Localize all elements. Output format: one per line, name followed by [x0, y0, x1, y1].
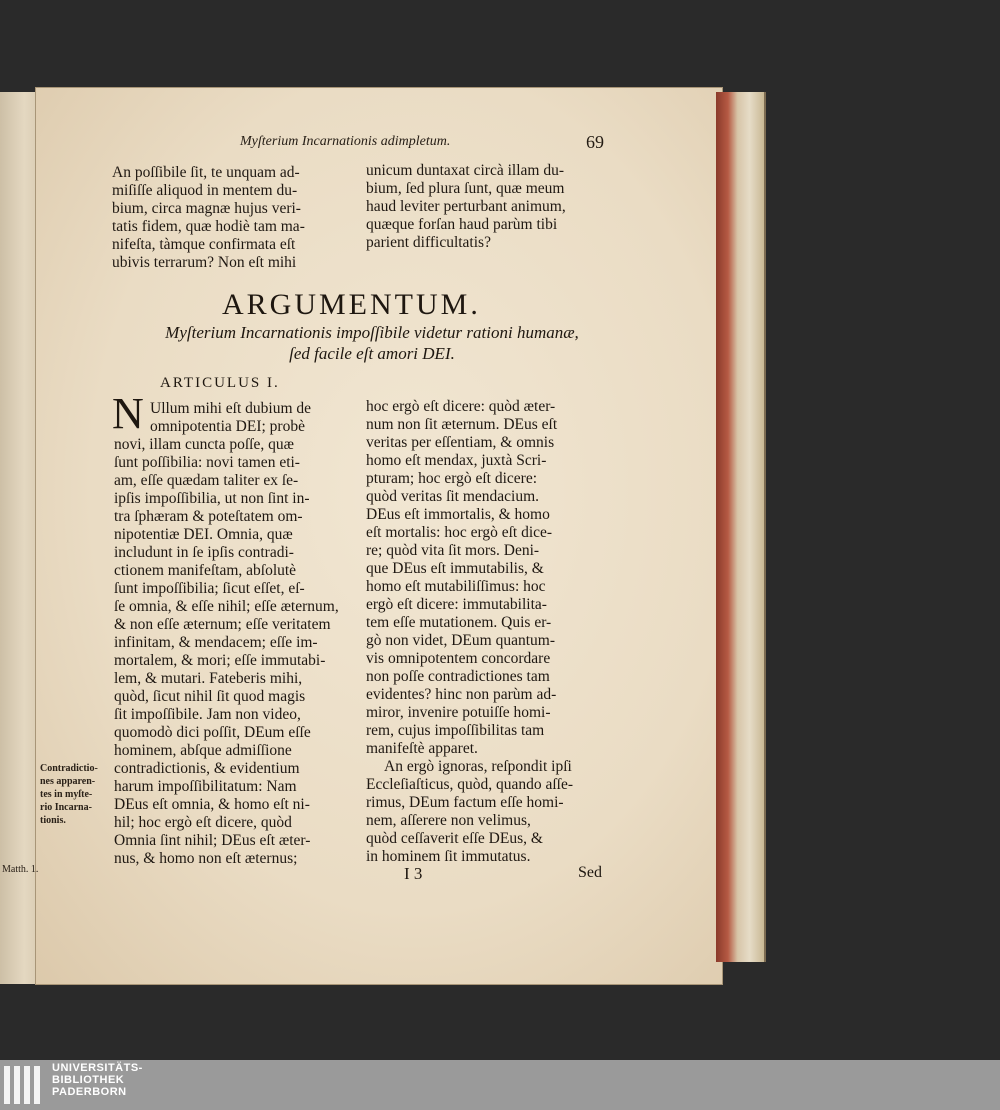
running-title: Myſterium Incarnationis adimpletum.	[240, 134, 451, 149]
text-line: veritas per eſſentiam, & omnis	[366, 434, 555, 451]
text-line: vis omnipotentem concordare	[366, 650, 551, 667]
library-logo-icon	[4, 1066, 44, 1109]
text-line: novi, illam cuncta poſſe, quæ	[114, 436, 294, 453]
margin-note-line: tionis.	[40, 815, 66, 826]
drop-cap: N	[112, 389, 144, 438]
signature-mark: I 3	[404, 864, 423, 883]
text-line: unicum duntaxat circà illam du-	[366, 162, 564, 179]
text-line: ſit impoſſibile. Jam non video,	[114, 706, 301, 723]
page-fore-edge	[716, 92, 766, 962]
text-line: que DEus eſt immutabilis, &	[366, 560, 544, 577]
text-line: tra ſphæram & poteſtatem om-	[114, 508, 303, 525]
text-line: infinitam, & mendacem; eſſe im-	[114, 634, 318, 651]
text-line: miſiſſe aliquod in mentem du-	[112, 182, 298, 199]
text-line: hominem, abſque admiſſione	[114, 742, 292, 759]
page-number: 69	[586, 132, 604, 152]
text-line: homo eſt mendax, juxtà Scri-	[366, 452, 547, 469]
section-title: ARGUMENTUM.	[222, 288, 481, 321]
text-line: harum impoſſibilitatum: Nam	[114, 778, 297, 795]
text-line: DEus eſt immortalis, & homo	[366, 506, 550, 523]
text-line: quæque forſan haud parùm tibi	[366, 216, 558, 233]
margin-note	[40, 762, 106, 827]
text-line: nus, & homo non eſt æternus;	[114, 850, 298, 867]
text-line: parient difficultatis?	[366, 234, 491, 251]
library-logo-text	[52, 1062, 143, 1098]
text-line: evidentes? hinc non parùm ad-	[366, 686, 557, 703]
text-line: num non ſit æternum. DEus eſt	[366, 416, 558, 433]
top-right-column	[366, 162, 611, 252]
text-line: quomodò dici poſſit, DEum eſſe	[114, 724, 311, 741]
subtitle-line: Myſterium Incarnationis impoſſibile videtur rationi humanæ,	[165, 323, 579, 342]
text-line: ubivis terrarum? Non eſt mihi	[112, 254, 297, 271]
text-line: quòd ceſſaverit eſſe DEus, &	[366, 830, 543, 847]
subtitle-line: ſed facile eſt amori DEI.	[289, 344, 455, 363]
text-line: hoc ergò eſt dicere: quòd æter-	[366, 398, 556, 415]
catchword: Sed	[578, 864, 602, 881]
text-line: Ullum mihi eſt dubium de	[150, 400, 312, 417]
logo-line: BIBLIOTHEK	[52, 1074, 125, 1086]
text-line: hil; hoc ergò eſt dicere, quòd	[114, 814, 292, 831]
text-line: nifeſta, tàmque confirmata eſt	[112, 236, 296, 253]
text-line: rem, cujus impoſſibilitas tam	[366, 722, 545, 739]
text-line: tem eſſe mutationem. Quis er-	[366, 614, 552, 631]
footer-bar	[0, 1060, 1000, 1110]
text-line: manifeſtè apparet.	[366, 740, 478, 757]
text-line: miror, invenire potuiſſe homi-	[366, 704, 551, 721]
text-line: non poſſe contradictiones tam	[366, 668, 550, 685]
text-line: nem, aſſerere non velimus,	[366, 812, 531, 829]
logo-line: PADERBORN	[52, 1086, 127, 1098]
text-line: quòd veritas ſit mendacium.	[366, 488, 540, 505]
main-left-column	[114, 400, 354, 868]
margin-note-line: rio Incarna-	[40, 802, 92, 813]
top-left-column	[112, 164, 352, 272]
text-line: pturam; hoc ergò eſt dicere:	[366, 470, 538, 487]
margin-note-line: Contradictio-	[40, 763, 98, 774]
text-line: contradictionis, & evidentium	[114, 760, 300, 777]
text-line: nipotentiæ DEI. Omnia, quæ	[114, 526, 293, 543]
margin-reference: Matth. 1.	[2, 864, 39, 875]
margin-note-line: tes in myſte-	[40, 789, 93, 800]
text-line: DEus eſt omnia, & homo eſt ni-	[114, 796, 310, 813]
text-line: mortalem, & mori; eſſe immutabi-	[114, 652, 326, 669]
text-line: omnipotentia DEI; probè	[150, 418, 305, 435]
text-line: An ergò ignoras, reſpondit ipſi	[384, 758, 572, 775]
text-line: Omnia ſint nihil; DEus eſt æter-	[114, 832, 311, 849]
margin-note-line: nes apparen-	[40, 776, 96, 787]
text-line: rimus, DEum factum eſſe homi-	[366, 794, 564, 811]
text-line: quòd, ſicut nihil ſit quod magis	[114, 688, 306, 705]
text-line: haud leviter perturbant animum,	[366, 198, 566, 215]
logo-line: UNIVERSITÄTS-	[52, 1062, 143, 1074]
text-line: in hominem ſit immutatus.	[366, 848, 531, 865]
text-line: An poſſibile ſit, te unquam ad-	[112, 164, 300, 181]
text-line: Eccleſiaſticus, quòd, quando aſſe-	[366, 776, 574, 793]
text-line: gò non videt, DEum quantum-	[366, 632, 555, 649]
text-line: ſunt poſſibilia: novi tamen eti-	[114, 454, 300, 471]
text-line: & non eſſe æternum; eſſe veritatem	[114, 616, 331, 633]
text-line: ipſis impoſſibilia, ut non ſint in-	[114, 490, 310, 507]
text-line: eſt mortalis: hoc ergò eſt dice-	[366, 524, 553, 541]
article-heading: ARTICULUS I.	[160, 375, 280, 391]
text-line: ergò eſt dicere: immutabilita-	[366, 596, 547, 613]
text-line: ctionem manifeſtam, abſolutè	[114, 562, 297, 579]
text-line: tatis fidem, quæ hodiè tam ma-	[112, 218, 305, 235]
text-line: bium, circa magnæ hujus veri-	[112, 200, 301, 217]
main-right-column	[366, 398, 611, 866]
text-line: ſe omnia, & eſſe nihil; eſſe æternum,	[114, 598, 339, 615]
text-line: includunt in ſe ipſis contradi-	[114, 544, 294, 561]
section-subtitle	[112, 322, 632, 364]
text-line: lem, & mutari. Fateberis mihi,	[114, 670, 303, 687]
text-line: homo eſt mutabiliſſimus: hoc	[366, 578, 546, 595]
text-line: bium, ſed plura ſunt, quæ meum	[366, 180, 565, 197]
text-line: re; quòd vita ſit mors. Deni-	[366, 542, 540, 559]
text-line: am, eſſe quædam taliter ex ſe-	[114, 472, 299, 489]
text-line: ſunt impoſſibilia; ſicut eſſet, eſ-	[114, 580, 305, 597]
